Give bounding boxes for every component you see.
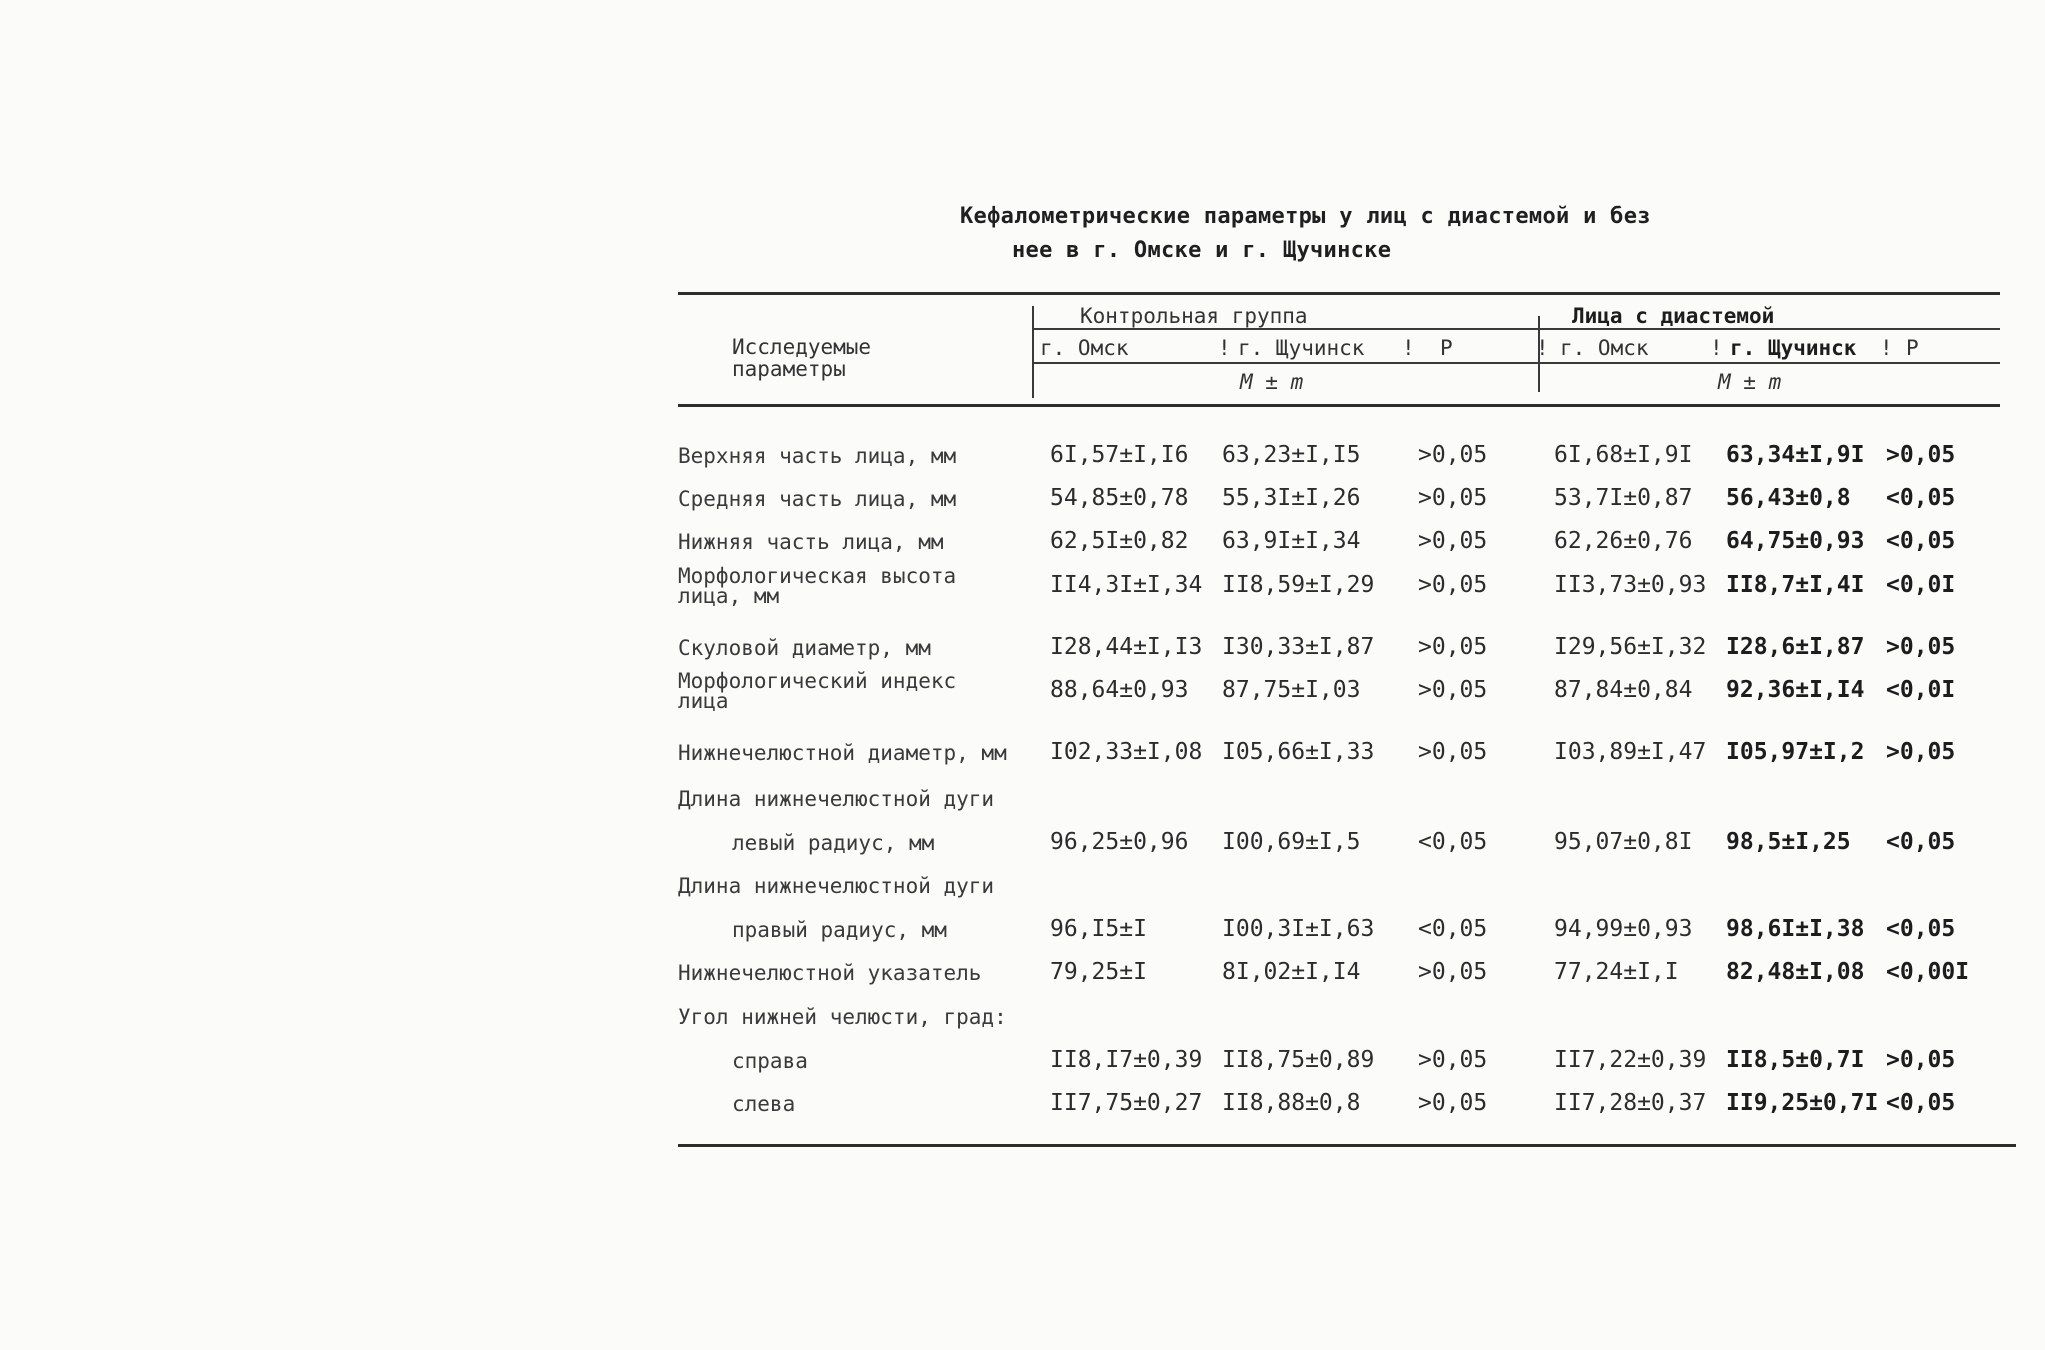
col-separator: !	[1218, 336, 1231, 360]
row-label: Нижнечелюстной диаметр, мм	[678, 741, 1007, 765]
col-diastema-shchuchinsk: г. Щучинск	[1730, 336, 1857, 360]
group-diastema-header: Лица с диастемой	[1572, 304, 1775, 328]
cell-p2: <0,05	[1886, 485, 1956, 511]
row-label-continued: лица	[678, 689, 729, 713]
row-label: Длина нижнечелюстной дуги	[678, 874, 995, 898]
cell-p2: <0,00I	[1886, 959, 1970, 985]
group-header-rule	[1034, 328, 2000, 330]
cell-p2: <0,0I	[1886, 572, 1956, 598]
title-line-2: нее в г. Омске и г. Щучинске	[1012, 238, 1392, 263]
params-header-line-1: Исследуемые	[732, 335, 872, 359]
row-label: левый радиус, мм	[732, 831, 935, 855]
row-label-continued: лица, мм	[678, 584, 780, 608]
cell-c2: I00,69±I,5	[1222, 829, 1361, 855]
cell-p2: >0,05	[1886, 1047, 1956, 1073]
cell-c2: 63,23±I,I5	[1222, 442, 1361, 468]
cell-d2: 56,43±0,8	[1726, 485, 1851, 511]
cell-p1: >0,05	[1418, 677, 1488, 703]
cell-c1: 6I,57±I,I6	[1050, 442, 1189, 468]
col-separator: !	[1536, 336, 1549, 360]
group-control-header: Контрольная группа	[1080, 304, 1308, 328]
cell-c1: 96,25±0,96	[1050, 829, 1189, 855]
row-label: слева	[732, 1092, 796, 1116]
cell-d2: II9,25±0,7I	[1726, 1090, 1879, 1116]
col-control-p: Р	[1440, 336, 1453, 360]
cell-p1: <0,05	[1418, 829, 1488, 855]
cell-d1: II3,73±0,93	[1554, 572, 1707, 598]
cell-d1: 62,26±0,76	[1554, 528, 1693, 554]
row-label: Скуловой диаметр, мм	[678, 636, 931, 660]
subheader-rule	[1034, 362, 2000, 364]
cell-p1: >0,05	[1418, 528, 1488, 554]
cell-c2: II8,75±0,89	[1222, 1047, 1375, 1073]
cell-d1: 6I,68±I,9I	[1554, 442, 1693, 468]
cell-p2: <0,05	[1886, 916, 1956, 942]
params-column-header	[732, 336, 871, 380]
cell-p2: <0,05	[1886, 829, 1956, 855]
diastema-mean-pm: М ± m	[1718, 370, 1782, 394]
cell-c1: 79,25±I	[1050, 959, 1147, 985]
document-title	[960, 200, 1651, 268]
cell-c2: I00,3I±I,63	[1222, 916, 1375, 942]
row-label: правый радиус, мм	[732, 918, 947, 942]
row-label: Угол нижней челюсти, град:	[678, 1005, 1007, 1029]
cell-c1: 62,5I±0,82	[1050, 528, 1189, 554]
row-label: Длина нижнечелюстной дуги	[678, 787, 995, 811]
cell-d2: I28,6±I,87	[1726, 634, 1865, 660]
cell-d1: II7,22±0,39	[1554, 1047, 1707, 1073]
cell-d1: 87,84±0,84	[1554, 677, 1693, 703]
cell-c2: 87,75±I,03	[1222, 677, 1361, 703]
row-label: Нижняя часть лица, мм	[678, 530, 944, 554]
cell-c2: I05,66±I,33	[1222, 739, 1375, 765]
row-label: Средняя часть лица, мм	[678, 487, 957, 511]
cell-d2: 98,6I±I,38	[1726, 916, 1865, 942]
col-control-shchuchinsk: г. Щучинск	[1238, 336, 1365, 360]
cell-d1: II7,28±0,37	[1554, 1090, 1707, 1116]
cell-d1: 95,07±0,8I	[1554, 829, 1693, 855]
cell-d2: II8,7±I,4I	[1726, 572, 1865, 598]
cell-p1: >0,05	[1418, 1047, 1488, 1073]
title-line-1: Кефалометрические параметры у лиц с диастемой и без	[960, 204, 1651, 229]
row-label: Верхняя часть лица, мм	[678, 444, 957, 468]
table-bottom-rule	[678, 1144, 2016, 1147]
cell-p1: >0,05	[1418, 959, 1488, 985]
cell-p1: <0,05	[1418, 916, 1488, 942]
cell-p2: >0,05	[1886, 739, 1956, 765]
params-header-line-2: параметры	[732, 357, 846, 381]
cell-p1: >0,05	[1418, 634, 1488, 660]
cell-c1: II7,75±0,27	[1050, 1090, 1203, 1116]
col-separator: !	[1880, 336, 1893, 360]
cell-c2: II8,59±I,29	[1222, 572, 1375, 598]
cell-c2: 55,3I±I,26	[1222, 485, 1361, 511]
cell-d2: 64,75±0,93	[1726, 528, 1865, 554]
cell-d1: 53,7I±0,87	[1554, 485, 1693, 511]
cell-c1: II8,I7±0,39	[1050, 1047, 1203, 1073]
cell-p2: >0,05	[1886, 634, 1956, 660]
header-left-divider	[1032, 306, 1034, 398]
cell-c2: 8I,02±I,I4	[1222, 959, 1361, 985]
cell-c1: I02,33±I,08	[1050, 739, 1203, 765]
cell-c1: I28,44±I,I3	[1050, 634, 1203, 660]
cell-d1: 94,99±0,93	[1554, 916, 1693, 942]
row-label: Нижнечелюстной указатель	[678, 961, 982, 985]
cell-d2: 82,48±I,08	[1726, 959, 1865, 985]
cell-p1: >0,05	[1418, 739, 1488, 765]
cell-d2: II8,5±0,7I	[1726, 1047, 1865, 1073]
col-diastema-omsk: г. Омск	[1560, 336, 1649, 360]
cell-p1: >0,05	[1418, 572, 1488, 598]
row-label: Морфологическая высота	[678, 564, 957, 588]
cell-d2: 98,5±I,25	[1726, 829, 1851, 855]
cell-d1: I29,56±I,32	[1554, 634, 1707, 660]
cell-p1: >0,05	[1418, 485, 1488, 511]
cell-c1: 88,64±0,93	[1050, 677, 1189, 703]
cell-c2: 63,9I±I,34	[1222, 528, 1361, 554]
cell-p1: >0,05	[1418, 1090, 1488, 1116]
cell-c1: 96,I5±I	[1050, 916, 1147, 942]
cell-p2: >0,05	[1886, 442, 1956, 468]
cell-p2: <0,05	[1886, 1090, 1956, 1116]
cell-p2: <0,0I	[1886, 677, 1956, 703]
cell-c1: 54,85±0,78	[1050, 485, 1189, 511]
col-diastema-p: Р	[1906, 336, 1919, 360]
col-separator: !	[1402, 336, 1415, 360]
cell-c2: II8,88±0,8	[1222, 1090, 1361, 1116]
col-control-omsk: г. Омск	[1040, 336, 1129, 360]
table-header-bottom-rule	[678, 404, 2000, 407]
col-separator: !	[1710, 336, 1723, 360]
cell-c2: I30,33±I,87	[1222, 634, 1375, 660]
cell-c1: II4,3I±I,34	[1050, 572, 1203, 598]
cell-d2: I05,97±I,2	[1726, 739, 1865, 765]
cell-d1: I03,89±I,47	[1554, 739, 1707, 765]
cell-d2: 63,34±I,9I	[1726, 442, 1865, 468]
cell-d1: 77,24±I,I	[1554, 959, 1679, 985]
cell-p1: >0,05	[1418, 442, 1488, 468]
row-label: справа	[732, 1049, 808, 1073]
cell-p2: <0,05	[1886, 528, 1956, 554]
control-mean-pm: М ± m	[1240, 370, 1304, 394]
table-top-rule	[678, 292, 2000, 295]
row-label: Морфологический индекс	[678, 669, 957, 693]
cell-d2: 92,36±I,I4	[1726, 677, 1865, 703]
